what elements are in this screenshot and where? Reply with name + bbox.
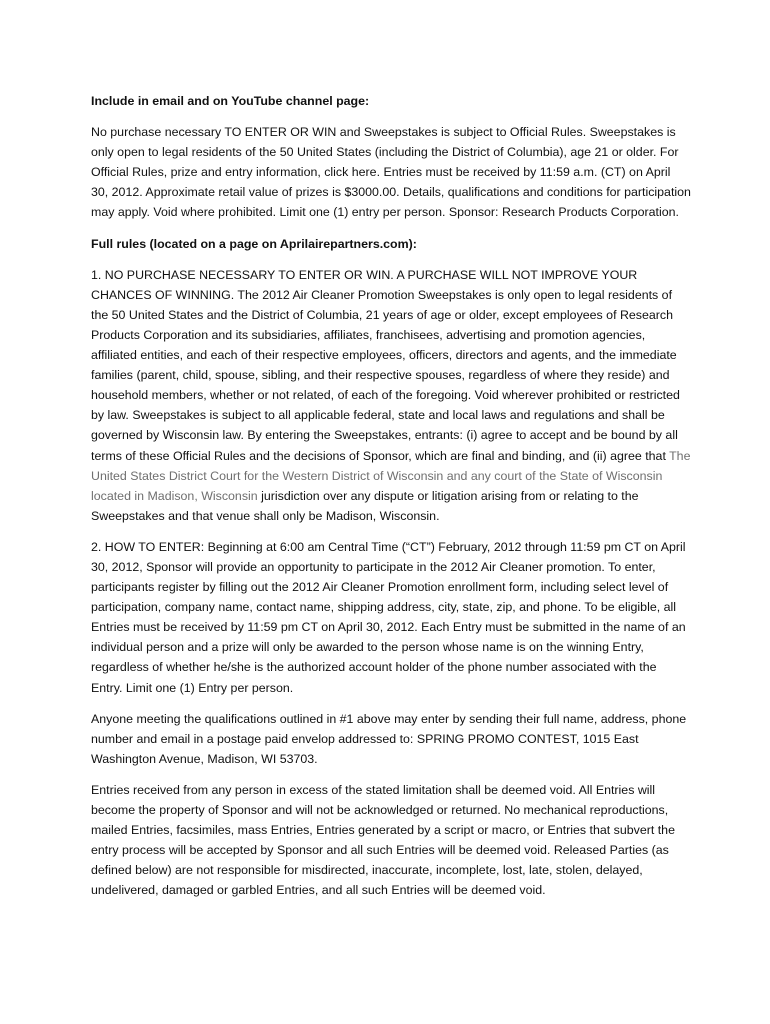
mail-entry-paragraph: Anyone meeting the qualifications outlined in #1 above may enter by sending their full name, address, phone number and email in a postage paid envelop addressed to: SPRING PROMO CONTEST, 1015 East Washington Avenue, Madison, WI 53703. bbox=[91, 711, 687, 766]
rule-1-paragraph bbox=[91, 265, 691, 526]
document-page bbox=[91, 91, 691, 911]
court-jurisdiction-text: The United States District Court for the Western District of Wisconsin and any court of the State of Wisconsin located in Madison, Wisconsin bbox=[91, 448, 691, 503]
rule-1-text-start: 1. NO PURCHASE NECESSARY TO ENTER OR WIN. A PURCHASE WILL NOT IMPROVE YOUR CHANCES OF WINNING. The 2012 Air Cleaner Promotion Sweepstakes is only open to legal residents of the 50 United States and the District of Columbia, 21 years of age or older, except employees of Research Products Corporation and its subsidiaries, affiliates, franchisees, advertising and promotion agencies, affiliated entities, and each of their respective employees, officers, directors and agents, and the immediate families (parent, child, spouse, sibling, and their respective spouses, regardless of where they reside) and household members, whether or not related, of each of the foregoing. Void wherever prohibited or restricted by law. Sweepstakes is subject to all applicable federal, state and local laws and regulations and shall be governed by Wisconsin law. By entering the Sweepstakes, entrants: (i) agree to accept and be bound by all terms of these Official Rules and the decisions of Sponsor, which are final and binding, and (ii) agree that bbox=[91, 267, 680, 463]
void-entries-paragraph: Entries received from any person in excess of the stated limitation shall be deemed void. All Entries will become the property of Sponsor and will not be acknowledged or returned. No mechanical reproductions, mailed Entries, facsimiles, mass Entries, Entries generated by a script or macro, or Entries that subvert the entry process will be accepted by Sponsor and all such Entries will be deemed void. Released Parties (as defined below) are not responsible for misdirected, inaccurate, incomplete, lost, late, stolen, delayed, undelivered, damaged or garbled Entries, and all such Entries will be deemed void. bbox=[91, 782, 675, 898]
email-summary-paragraph: No purchase necessary TO ENTER OR WIN and Sweepstakes is subject to Official Rules. Sweepstakes is only open to legal residents of the 50 United States (including the District of Columbia), age 21 or older. For Official Rules, prize and entry information, click here. Entries must be received by 11:59 a.m. (CT) on April 30, 2012. Approximate retail value of prizes is $3000.00. Details, qualifications and conditions for participation may apply. Void where prohibited. Limit one (1) entry per person. Sponsor: Research Products Corporation. bbox=[91, 125, 691, 220]
email-section-heading: Include in email and on YouTube channel page: bbox=[91, 94, 370, 108]
rule-1-text-end: jurisdiction over any dispute or litigation arising from or relating to the Sweepstakes and that venue shall only be Madison, Wisconsin. bbox=[91, 488, 639, 523]
rule-2-how-to-enter-paragraph: 2. HOW TO ENTER: Beginning at 6:00 am Central Time (“CT”) February, 2012 through 11:59 pm CT on April 30, 2012, Sponsor will provide an opportunity to participate in the 2012 Air Cleaner promotion. To enter, participants register by filling out the 2012 Air Cleaner Promotion enrollment form, including select level of participation, company name, contact name, shipping address, city, state, zip, and phone. To be eligible, all Entries must be received by 11:59 pm CT on April 30, 2012. Each Entry must be submitted in the name of an individual person and a prize will only be awarded to the person whose name is on the winning Entry, regardless of whether he/she is the authorized account holder of the phone number associated with the Entry. Limit one (1) Entry per person. bbox=[91, 539, 686, 695]
full-rules-heading: Full rules (located on a page on Aprilairepartners.com): bbox=[91, 236, 417, 251]
